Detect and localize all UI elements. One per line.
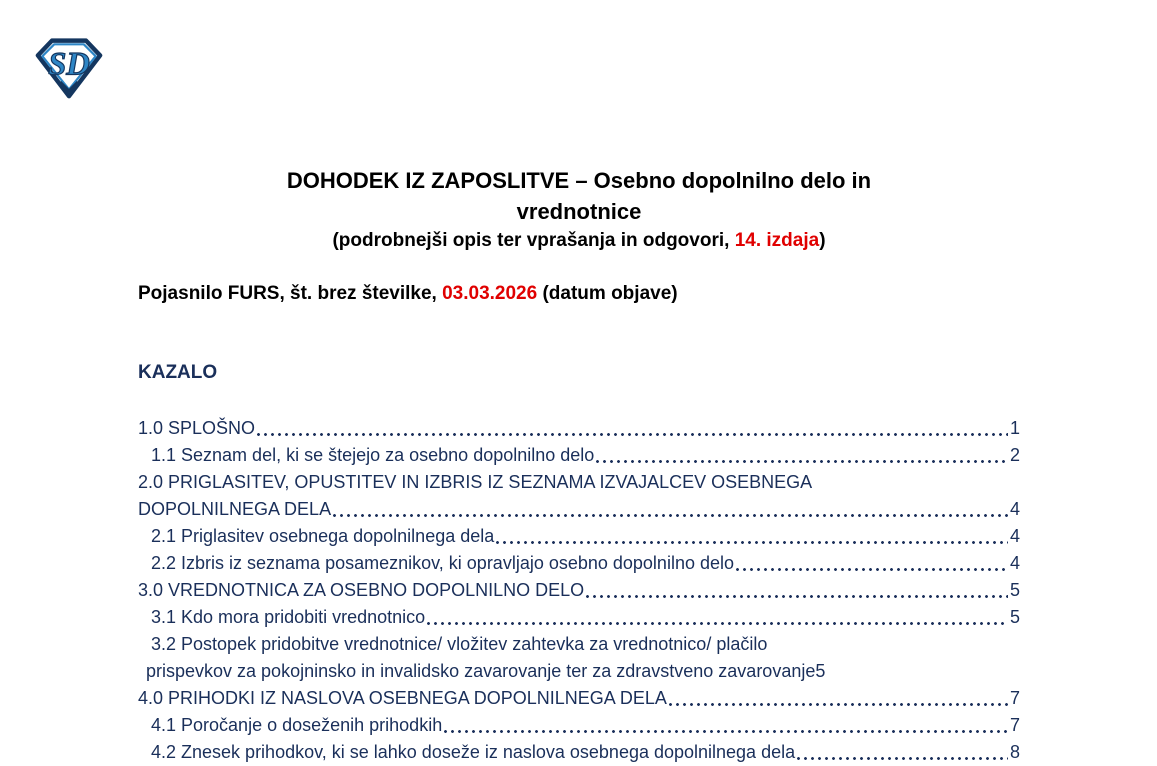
toc-row [138, 658, 1020, 685]
toc-heading: KAZALO [138, 362, 218, 383]
toc-entry-text: 3.1 Kdo mora pridobiti vrednotnico [151, 607, 426, 627]
toc-page-number: 7 [1009, 715, 1020, 735]
toc-dot-leader [736, 550, 1008, 577]
reference-suffix: (datum objave) [537, 283, 678, 304]
toc-dot-leader [669, 685, 1008, 712]
toc-row [138, 415, 1020, 442]
toc-page-number: 2 [1009, 445, 1020, 465]
subtitle-closing-paren: ) [819, 230, 826, 251]
toc-page-number: 4 [1009, 526, 1020, 546]
reference-text: Pojasnilo FURS, št. brez številke, [138, 283, 443, 304]
toc-dot-leader [596, 442, 1008, 469]
toc-dot-leader [444, 712, 1008, 739]
toc-entry-text: 4.2 Znesek prihodkov, ki se lahko doseže iz naslova osebnega dopolnilnega dela [151, 742, 796, 762]
document-title-line-1: DOHODEK IZ ZAPOSLITVE – Osebno dopolnilno delo in [286, 168, 872, 193]
toc-entry-text: 4.0 PRIHODKI IZ NASLOVA OSEBNEGA DOPOLNILNEGA DELA [138, 688, 667, 708]
toc-entry-text: DOPOLNILNEGA DELA [138, 499, 332, 519]
toc-dot-leader [333, 496, 1008, 523]
toc-page-number: 4 [1009, 553, 1020, 573]
toc-page-number: 4 [1009, 499, 1020, 519]
subtitle-edition-highlight: 14. izdaja [734, 230, 820, 251]
toc-row [138, 523, 1020, 550]
toc-row [138, 631, 1020, 658]
title-block [138, 165, 1020, 254]
toc-row [138, 604, 1020, 631]
subtitle-text: (podrobnejši opis ter vprašanja in odgovori, [332, 230, 735, 251]
toc-dot-leader [797, 739, 1008, 766]
toc-entry-text: 2.1 Priglasitev osebnega dopolnilnega dela [151, 526, 495, 546]
toc-row [138, 739, 1020, 766]
svg-text:SD: SD [48, 46, 90, 83]
toc-entry-text: 1.1 Seznam del, ki se štejejo za osebno dopolnilno delo [151, 445, 595, 465]
toc-page-number: 8 [1009, 742, 1020, 762]
toc-entry-text: 3.0 VREDNOTNICA ZA OSEBNO DOPOLNILNO DELO [138, 580, 585, 600]
toc-entry-text: 1.0 SPLOŠNO [138, 418, 256, 438]
toc-dot-leader [586, 577, 1008, 604]
toc-dot-leader [257, 415, 1008, 442]
publication-date: 03.03.2026 [442, 283, 538, 304]
toc-row [138, 685, 1020, 712]
toc-page-number: 5 [1009, 607, 1020, 627]
sd-logo [32, 36, 106, 100]
toc-row [138, 442, 1020, 469]
toc-page-number: 5 [815, 661, 826, 681]
toc-page-number: 1 [1009, 418, 1020, 438]
document-subtitle [138, 228, 1020, 254]
toc-dot-leader [427, 604, 1008, 631]
toc-entry-text: 2.0 PRIGLASITEV, OPUSTITEV IN IZBRIS IZ SEZNAMA IZVAJALCEV OSEBNEGA [138, 472, 813, 492]
toc-entry-text: prispevkov za pokojninsko in invalidsko zavarovanje ter za zdravstveno zavarovanje [146, 661, 816, 681]
toc-page-number: 5 [1009, 580, 1020, 600]
reference-line [138, 283, 678, 305]
toc-row [138, 496, 1020, 523]
toc-entry-text: 2.2 Izbris iz seznama posameznikov, ki opravljajo osebno dopolnilno delo [151, 553, 734, 573]
toc-entry-text: 4.1 Poročanje o doseženih prihodkih [151, 715, 443, 735]
toc-list [138, 415, 1020, 766]
toc-row [138, 550, 1020, 577]
toc-row [138, 712, 1020, 739]
toc-row [138, 469, 1020, 496]
toc-dot-leader [496, 523, 1008, 550]
toc-page-number: 7 [1009, 688, 1020, 708]
sd-shield-icon [32, 36, 106, 100]
toc-entry-text: 3.2 Postopek pridobitve vrednotnice/ vložitev zahtevka za vrednotnico/ plačilo [151, 634, 768, 654]
document-title-line-2: vrednotnice [516, 199, 642, 224]
toc-row [138, 577, 1020, 604]
